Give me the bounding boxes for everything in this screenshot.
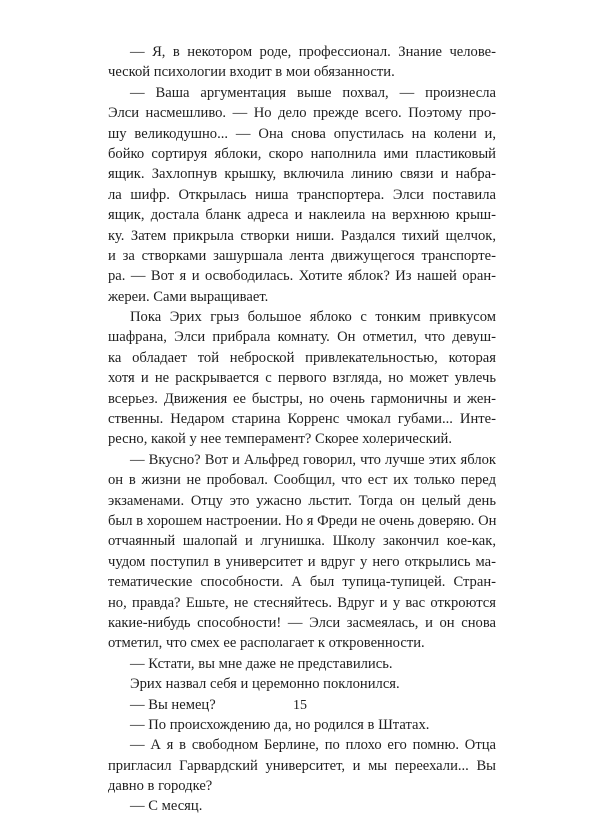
text-line: пригласил Гарвардский университет, и мы переехали... Вы — [108, 757, 496, 774]
text-line: ка обладает той неброской привлекательностью, которая — [108, 349, 496, 366]
text-line: и за створками зашуршала лента движущегося транспорте- — [108, 247, 496, 264]
text-line: чудом поступил в университет и вдруг у него открылись ма- — [108, 553, 496, 570]
text-line: Пока Эрих грыз большое яблоко с тонким привкусом — [130, 309, 496, 326]
page-number: 15 — [293, 698, 307, 713]
text-line: шафрана, Элси прибрала комнату. Он отметил, что девуш- — [108, 329, 496, 346]
text-line: шу великодушно... — Она снова опустилась на колени и, — [108, 125, 496, 142]
text-line: он в жизни не пробовал. Сообщил, что ест их только перед — [108, 472, 496, 489]
text-line: был в хорошем настроении. Но я Фреди не очень доверяю. Он — [108, 512, 497, 529]
text-line: всерьез. Движения ее быстры, но очень гармоничны и жен- — [108, 390, 496, 407]
text-line: ку. Затем прикрыла створки ниши. Раздался тихий щелчок, — [108, 227, 496, 244]
text-line: хотя и не раскрывается с первого взгляда, но может увлечь — [108, 370, 496, 387]
text-line: бойко сортируя яблоки, скоро наполнила ими пластиковый — [108, 145, 496, 162]
text-line: Эрих назвал себя и церемонно поклонился. — [130, 676, 400, 693]
text-line: экзаменами. Отцу это ужасно льстит. Тогда он целый день — [108, 492, 496, 509]
text-line: — С месяц. — [130, 798, 203, 815]
text-line: ла шифр. Открылась ниша транспортера. Элси поставила — [108, 186, 496, 203]
text-line: давно в городке? — [108, 778, 213, 795]
text-line: ра. — Вот я и освободилась. Хотите яблок? Из нашей оран- — [108, 268, 496, 285]
text-line: — Вкусно? Вот и Альфред говорил, что лучше этих яблок — [130, 451, 496, 468]
text-line: жереи. Сами выращивает. — [108, 288, 269, 305]
text-line: ресно, какой у нее темперамент? Скорее холерический. — [108, 431, 453, 448]
text-line: Элси насмешливо. — Но дело прежде всего. Поэтому про- — [108, 105, 496, 122]
text-line: тематические способности. А был тупица-тупицей. Стран- — [108, 574, 496, 591]
text-line: — Ваша аргументация выше похвал, — произнесла — [130, 84, 496, 101]
text-line: отчаянный шалопай и лгунишка. Школу закончил кое-как, — [108, 533, 496, 550]
text-line: ственны. Недаром старина Корренс чмокал губами... Инте- — [108, 411, 496, 428]
text-line: — Вы немец? — [130, 696, 216, 713]
text-line: какие-нибудь способности! — Элси засмеялась, и он снова — [108, 614, 496, 631]
text-line: отметил, что смех ее располагает к откровенности. — [108, 635, 425, 652]
text-line: ческой психологии входит в мои обязанности. — [108, 64, 395, 81]
text-line: ящик, достала бланк адреса и наклеила на верхнюю крыш- — [108, 207, 496, 224]
text-line: — А я в свободном Берлине, по плохо его помню. Отца — [130, 737, 496, 754]
text-line: — Кстати, вы мне даже не представились. — [130, 655, 393, 672]
text-line: но, правда? Ешьте, не стесняйтесь. Вдруг и у вас откроются — [108, 594, 496, 611]
text-line: — Я, в некотором роде, профессионал. Знание челове- — [130, 44, 496, 60]
text-line: — По происхождению да, но родился в Штатах. — [130, 716, 430, 733]
text-line: ящик. Захлопнув крышку, включила линию связи и набра- — [108, 166, 496, 183]
